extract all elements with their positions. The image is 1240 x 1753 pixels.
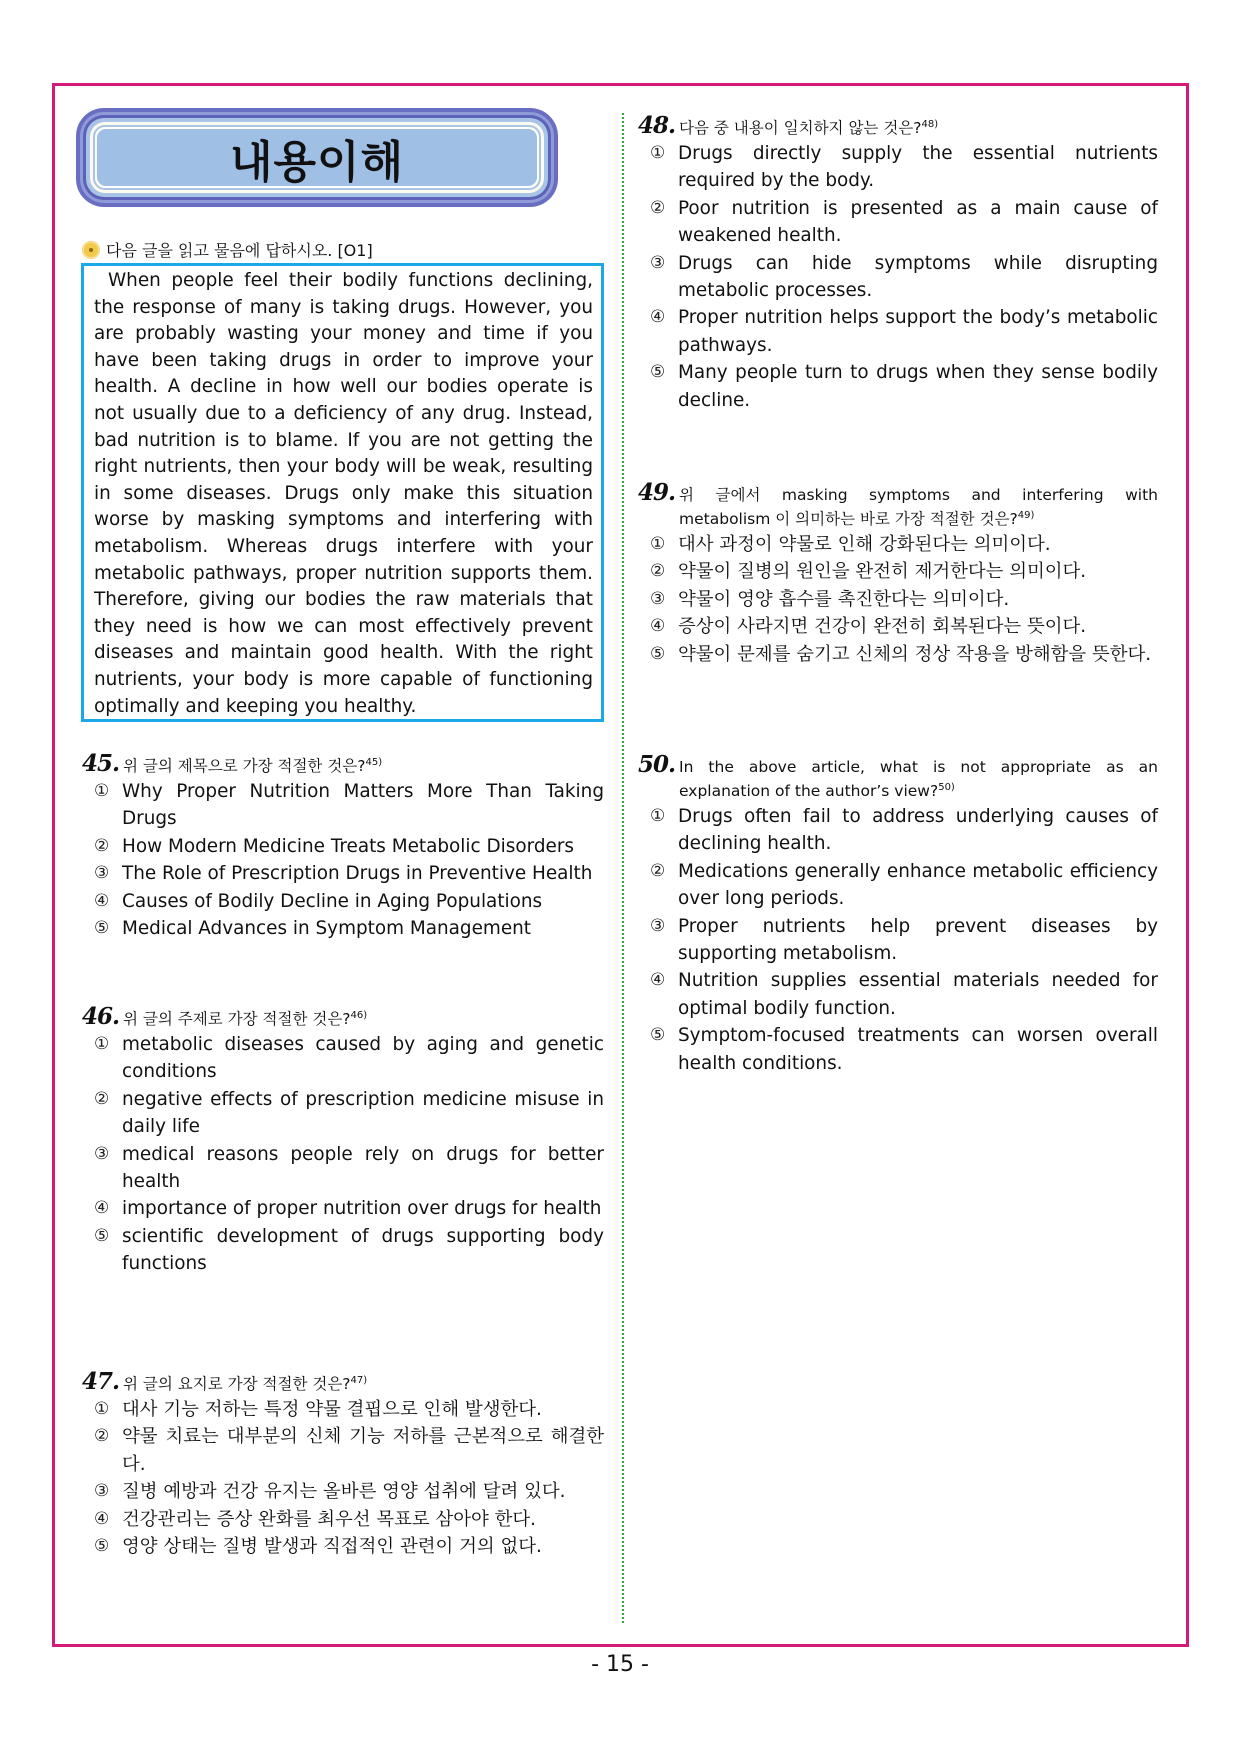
choice-3[interactable]: ③ 약물이 영양 흡수를 촉진한다는 의미이다. [650,588,1010,610]
choice-3[interactable]: ③ Proper nutrients help prevent diseases by supporting metabolism. [650,915,1158,965]
question-number: 50. [638,751,676,778]
question-prompt: 위 글에서 masking symptoms and interfering with metabolism 이 의미하는 바로 가장 적절한 것은?$^{49)}$ [679,486,1158,528]
choice-4[interactable]: ④ Causes of Bodily Decline in Aging Populations [94,890,543,912]
instruction [82,238,373,261]
reading-passage [81,263,604,722]
choice-4[interactable]: ④ importance of proper nutrition over drugs for health [94,1198,602,1220]
question-50 [638,753,1158,1077]
choice-1[interactable]: ① metabolic diseases caused by aging and genetic conditions [94,1034,604,1083]
choice-1[interactable]: ① 대사 기능 저하는 특정 약물 결핍으로 인해 발생한다. [94,1399,542,1420]
choice-2[interactable]: ② negative effects of prescription medicine misuse in daily life [94,1088,604,1138]
choice-1[interactable]: ① Why Proper Nutrition Matters More Than Taking Drugs [94,781,604,830]
choice-3[interactable]: ③ 질병 예방과 건강 유지는 올바른 영양 섭취에 달려 있다. [94,1481,566,1503]
choice-2[interactable]: ② How Modern Medicine Treats Metabolic Disorders [94,835,574,857]
footnote-marker: 48) [921,118,939,130]
question-prompt: 위 글의 주제로 가장 적절한 것은?$^{46)}$ [123,1009,368,1028]
choice-4[interactable]: ④ Nutrition supplies essential materials needed for optimal bodily function. [650,970,1158,1019]
choice-5[interactable]: ⑤ Many people turn to drugs when they sense bodily decline. [650,362,1158,411]
section-title: 내용이해 [229,136,404,188]
question-prompt: 위 글의 요지로 가장 적절한 것은?$^{47)}$ [123,1374,368,1393]
choice-3[interactable]: ③ medical reasons people rely on drugs for better health [94,1143,604,1193]
question-49 [638,481,1158,668]
choice-5[interactable]: ⑤ 약물이 문제를 숨기고 신체의 정상 작용을 방해함을 뜻한다. [650,643,1152,665]
instruction-text: 다음 글을 읽고 물음에 답하시오. [O1] [106,241,373,260]
choice-5[interactable]: ⑤ 영양 상태는 질병 발생과 직접적인 관련이 거의 없다. [94,1536,542,1558]
choice-5[interactable]: ⑤ Medical Advances in Symptom Management [94,918,532,940]
column-divider [622,113,624,1623]
choice-5[interactable]: ⑤ Symptom-focused treatments can worsen overall health conditions. [650,1025,1158,1074]
choice-2[interactable]: ② Poor nutrition is presented as a main cause of weakened health. [650,197,1158,247]
footnote-marker: 47) [350,1374,368,1386]
choice-1[interactable]: ① 대사 과정이 약물로 인해 강화된다는 의미이다. [650,534,1051,555]
footnote-marker: 45) [365,756,383,768]
page-number: - 15 - [591,1652,649,1677]
choice-3[interactable]: ③ Drugs can hide symptoms while disrupting metabolic processes. [650,252,1158,302]
choice-4[interactable]: ④ 건강관리는 증상 완화를 최우선 목표로 삼아야 한다. [94,1508,536,1530]
question-prompt: In the above article, what is not appropriate as an explanation of the author’s view?$^{50)}$ [679,758,1158,800]
choice-2[interactable]: ② 약물 치료는 대부분의 신체 기능 저하를 근본적으로 해결한다. [94,1426,604,1475]
question-48 [638,114,1158,414]
choice-4[interactable]: ④ 증상이 사라지면 건강이 완전히 회복된다는 뜻이다. [650,616,1087,638]
question-number: 46. [82,1003,120,1030]
question-prompt: 위 글의 제목으로 가장 적절한 것은?$^{45)}$ [123,756,383,775]
question-number: 49. [638,479,676,506]
footnote-marker: 50) [938,781,955,793]
question-prompt: 다음 중 내용이 일치하지 않는 것은?$^{48)}$ [679,118,939,137]
question-number: 47. [82,1368,120,1395]
question-number: 45. [82,750,120,777]
choice-2[interactable]: ② Medications generally enhance metabolic efficiency over long periods. [650,860,1158,910]
question-47 [82,1370,604,1560]
passage-text: When people feel their bodily functions declining, the response of many is taking drugs. However, you are probably wasting your money and time if you have been taking drugs in order to improve your health. A decline in how well our bodies operate is not usually due to a deficiency of any drug. Instead, bad nutrition is to blame. If you are not getting the right nutrients, then your body will be weak, resulting in some diseases. Drugs only make this situation worse by masking symptoms and interfering with metabolism. Whereas drugs interfere with your metabolic pathways, proper nutrition supports them. Therefore, giving our bodies the raw materials that they need is how we can most effectively prevent diseases and maintain good health. With the right nutrients, your body is more capable of functioning optimally and keeping you healthy. [94,270,593,717]
footnote-marker: 49) [1017,509,1035,521]
choice-1[interactable]: ① Drugs often fail to address underlying causes of declining health. [650,806,1158,855]
choice-1[interactable]: ① Drugs directly supply the essential nutrients required by the body. [650,143,1158,192]
question-number: 48. [638,112,676,139]
choice-3[interactable]: ③ The Role of Prescription Drugs in Preventive Health [94,863,593,885]
question-46 [82,1005,604,1278]
flower-icon [82,241,100,259]
choice-2[interactable]: ② 약물이 질병의 원인을 완전히 제거한다는 의미이다. [650,561,1087,583]
section-title-box [76,108,558,207]
choice-4[interactable]: ④ Proper nutrition helps support the body’s metabolic pathways. [650,307,1158,356]
choice-5[interactable]: ⑤ scientific development of drugs supporting body functions [94,1225,604,1275]
footnote-marker: 46) [350,1009,368,1021]
question-45 [82,752,604,942]
